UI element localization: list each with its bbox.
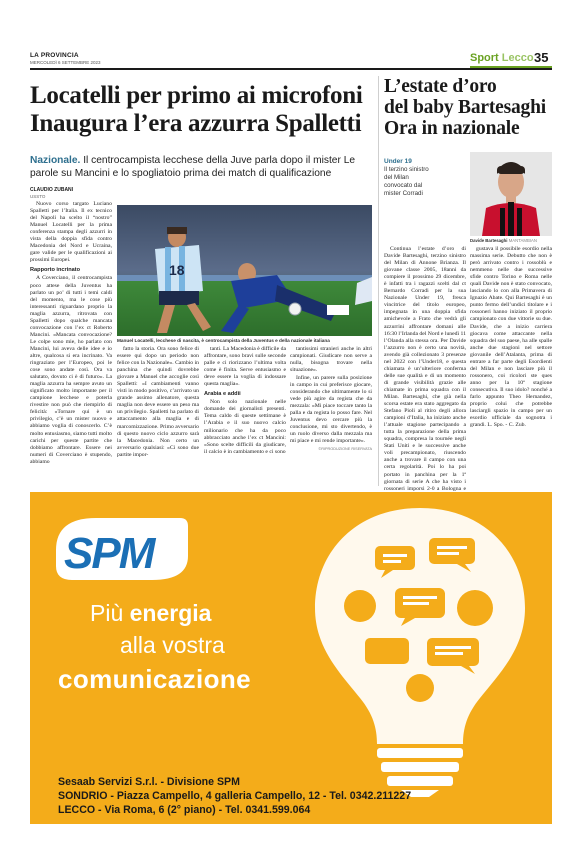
ad-tagline-2: alla vostra [120,632,225,658]
side-headline-line3: Ora in nazionale [384,118,520,139]
body-paragraph: fatto la storia. Ora sono felice di essere qui dopo un periodo non felice con la Nazionale». Cambio in panchina che quindi dovrebbe giovare a Manuel che accoglie così Spalletti: «I cambiamenti vanno visti in modo positivo, c’arrivato un grande assimo allenatore, questa maglia non deve essere un peso ma un privilegio. Spalletti ha parlato di attaccamento alla maglia e di marcomizzazione. Primo avversario di questo nuovo ciclo azzurro sarà la Macedonia. Non certo un avversario qualsiasi: «Ci sono due partite impor- [117,346,199,458]
side-headline-line2: del baby Bartesaghi [384,97,546,118]
ad-address-sondrio: SONDRIO - Piazza Campello, 4 galleria Campello, 12 - Tel. 0342.211227 [58,790,412,802]
body-paragraph: Non solo nazionale nelle domande dei giornalisti presenti. Tema caldo di queste settimane è l’Arabia e il suo nuovo calcio milionario che ha da poco abbracciato anche l’ex ct Mancini: «Sono scelte difficili da giudicare, il calcio è in cambiamento e ci sono [204,399,286,455]
main-column-1 [30,201,112,489]
main-column-3 [204,346,286,489]
section-rule [470,66,552,68]
player-portrait-illustration [470,152,552,236]
column-divider [378,76,379,486]
side-headline-line1: L’estate d’oro [384,76,497,97]
spm-advertisement [30,492,552,824]
side-headline [384,76,554,139]
subheading: Arabia e addii [204,391,241,398]
body-paragraph: tantissimi stranieri anche in altri campionati. Giudicare non serve a nulla, bisogna trovare nella situazione». [290,346,372,374]
spm-logo-text: SPM [64,529,154,578]
lightbulb-illustration [305,498,535,798]
ad-tagline-3: comunicazione [58,664,252,694]
header-rule [30,68,552,70]
body-paragraph: A Coverciano, il centrocampista poco attese della Juventus ha parlato un po’ di tutti i temi caldi del momento, ma le cose più interessanti riguardano proprio la maglia azzurra, ritrovata con Spalletti dopo qualche mancata convocazione con l’ex ct Roberto Mancini. «Mancata convocazione? Le colpe sono mie, ho parlato con Mancini, lui aveva delle idee e io altre, qualcosa si era incrinato. Va ringraziato per l’Europeo, poi le cose sono andate così. Ora va salutato, dovuto ci è di futuro». La maglia azzurra ha sempre avuto un significato molto importante per il campione lecchese e poterla rivestire non può che riempirlo di felicità: «Tornare qui è un privilegio, c’è un mister nuovo e abbiamo voglia di conoscerlo. C’è molto entusiasmo, siamo tutti molto carichi per queste partite che dobbiamo affrontare. Essere nei numeri di Coverciano è stupendo, abbiamo [30,275,112,465]
main-headline-line2: Inaugura l’era azzurra Spalletti [30,110,362,137]
photo-caption: Manuel Locatelli, lecchese di nascita, è centrocampista della Juventus e della nazionale italiana [117,338,330,343]
newspaper-name: LA PROVINCIA [30,52,79,59]
section-lecco: Lecco [501,52,534,64]
byline: CLAUDIO ZUBANI [30,187,74,193]
ad-tagline-bold: energia [129,600,212,626]
player-caption [470,238,552,243]
side-column-2 [470,246,552,489]
ad-company: Sesaab Servizi S.r.l. - Divisione SPM [58,776,240,788]
svg-text:18: 18 [169,262,185,278]
main-column-2 [117,346,199,489]
ad-tagline-1 [90,600,211,627]
player-name: Davide Bartesaghi [470,238,508,243]
photo-credit: MANTAMBIAN [508,238,538,243]
main-deck [30,154,372,180]
body-paragraph: tanti. La Macedonia è difficile da affrontare, sono bravi sulle seconde palle e ci riorizzano l’ultima volta come è finita. Serve entusiasmo e deve essere la voglia di indossare questa maglia». [204,346,286,388]
issue-date: MERCOLEDÌ 6 SETTEMBRE 2023 [30,60,101,65]
match-photo-illustration [117,205,372,336]
side-column-1 [384,246,466,492]
section-sport: Sport [470,52,499,64]
deck-text: Il centrocampista lecchese della Juve parla dopo il mister Le parole su Mancini e lo spogliatoio prima dei match di qualificazione [30,155,356,179]
section-label [470,52,534,64]
page-number: 35 [534,50,549,65]
body-paragraph: gustava il possibile esordio nella massima serie. Debutto che non è però arrivato contro i rossoblù e nemmeno nelle due successive sfide contro Torino e Roma nelle quali Davide non è stato convocato, lasciando lo con alla Primavera di Ignazio Abate. Qui Bartesaghi è un punto fermo dell’undici titolare e i rossoneri hanno iniziato il proprio campionato con due vittorie su due. Davide, che a inizio carriera giocava come attaccante nella squadra del suo paese, ha alle spalle anche due stagioni nel settore giovanile dell’Atalanta, prima di entrare a far parte degli Esordienti del Milan e non lasciare più il rossonero, coi ricolori ste ques anno per la 10ª stagione consecutiva. Il suo idolo? nonché a farlo appunto Theo Hernandez, proprio colui che potrebbe lasciargli spazio in campo per un esordio ufficiale da sognotra i grandi. L. Spo. - C. Zub. [470,246,552,429]
main-headline [30,82,372,138]
spm-logo [52,514,192,584]
body-paragraph: Infine, un parere sulla posizione in campo in cui preferisce giocare, considerando che ultimamente lo si vede più agire da regista che da mezzala: «Mi piace toccare tanto la palla e da regista lo posso fare. Nel Juventus devo cercare più la conclusione, mi sto divertendo, è un ruolo diverso dalla mezzala ma mi piace e mi rende importante». [290,374,372,445]
side-summary: Il terzino sinistro del Milan convocato dal mister Corradi [384,166,429,197]
deck-label: Nazionale. [30,155,81,166]
ad-tagline-pre: Più [90,600,130,626]
body-paragraph: Continua l’estate d’oro di Davide Bartesaghi, terzino sinistro del Milan di Annone Brianza. Il giovane classe 2005, 18anni da compiere il prossimo 29 dicembre, è infatti tra i ragazzi scelti dal ct Bernardo Corradi per la sua Nazionale Under 19, fresca vincitrice del titolo europeo, impegnata in una doppia sfida amichevole a Frato che vedrà gli azzurrini affrontare domani alle 16:30 l’Irlanda del Nord e lunedì 11 l’Olanda alla stessa ora. Per Davide l’azzurro non è certo una novità, avendo già collezionato 3 presenze nel 2022 con l’Under18, e questa chiamata è un’ulteriore conferma delle sue qualità e di un momento di grande visibilità grazie alle chiamate in prima squadra con il Milan. Bartesaghi, che già nella scorsa estate era stato aggregato da Stefano Pioli al ritiro degli allora campioni d’Italia, ha iniziato anche l’attuale stagione partecipando a tutta la preparazione della prima squadra, compresa la tournée negli Stati Uniti e le successive anche voli precampionato, riuscendo anche a trovare il campo con una certa regolarità. Poi lo ha poi portato in panchina per la 1ª giornata di serie A che ha visto i rossoneri imporsi 2-0 a Bologna e [384,246,466,492]
subheading: Rapporto incrinato [30,267,81,274]
copyright-notice: ©RIPRODUZIONE RISERVATA [318,447,372,452]
main-headline-line1: Locatelli per primo ai microfoni [30,82,363,109]
body-paragraph: Nuovo corso targato Luciano Spalletti per l’Italia. Il ex tecnico del Napoli ha scelto il “nostro” Manuel Locatelli per la prima conferenza stampa degli azzurri in vista della doppia sfida contro Macedonia del Nord e Ucraina, gare valide per le qualificazioni ai prossimi Europei. [30,201,112,264]
main-column-4 [290,346,372,489]
locatelli-photo [117,205,372,336]
dateline: USSTO [30,194,46,199]
side-kicker: Under 19 [384,158,412,165]
bartesaghi-photo [470,152,552,236]
ad-address-lecco: LECCO - Via Roma, 6 (2° piano) - Tel. 0341.599.064 [58,804,311,816]
